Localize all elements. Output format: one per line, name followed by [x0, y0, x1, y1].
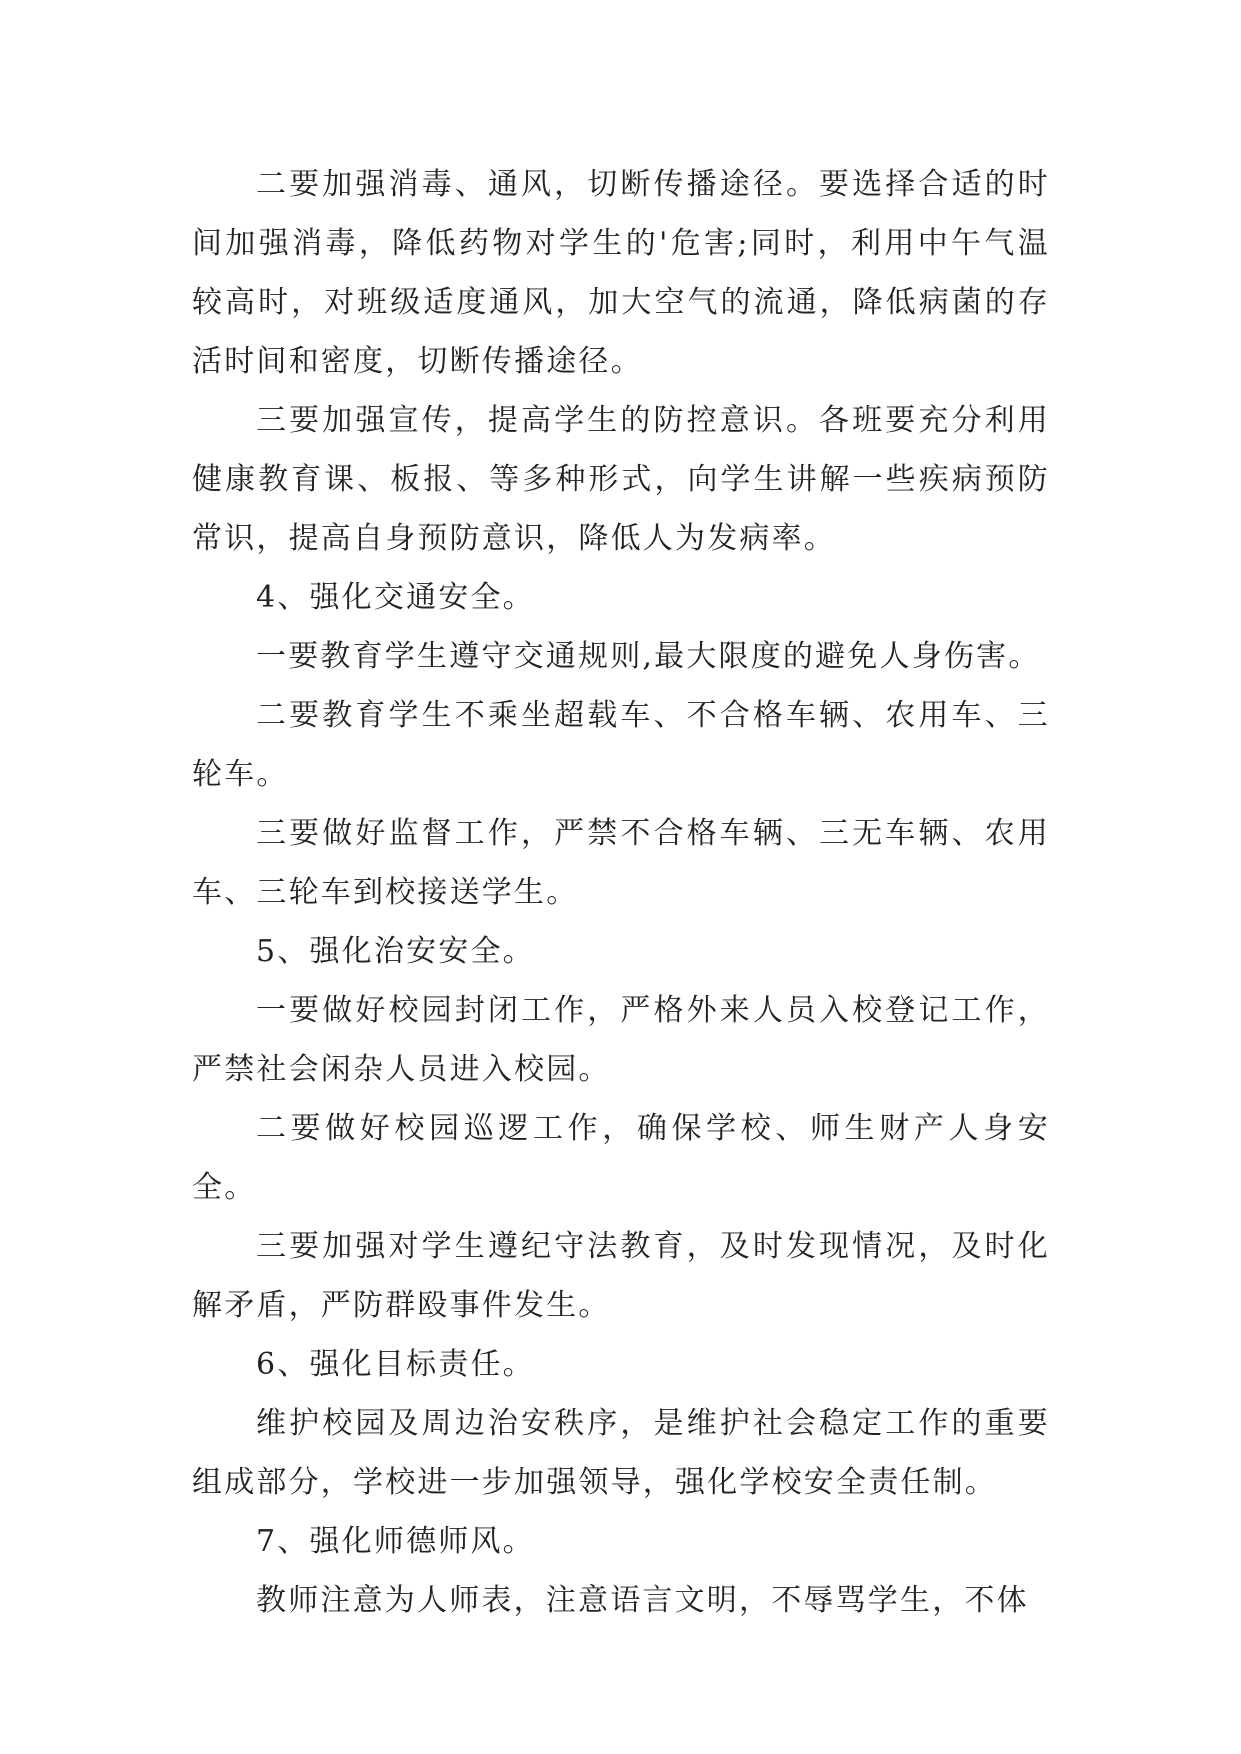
- paragraph-disinfection: 二要加强消毒、通风，切断传播途径。要选择合适的时间加强消毒，降低药物对学生的'危害;同时，利用中午气温较高时，对班级适度通风，加大空气的流通，降低病菌的存活时间和密度，切断传播途径。: [192, 167, 1050, 379]
- paragraph-supervision: 三要做好监督工作，严禁不合格车辆、三无车辆、农用车、三轮车到校接送学生。: [192, 816, 1050, 910]
- heading-teacher-ethics: 7、强化师德师风。: [256, 1524, 535, 1559]
- paragraph-campus-closure: 一要做好校园封闭工作，严格外来人员入校登记工作，严禁社会闲杂人员进入校园。: [192, 993, 1050, 1087]
- paragraph-patrol: 二要做好校园巡逻工作，确保学校、师生财产人身安全。: [192, 1111, 1050, 1205]
- heading-responsibility: 6、强化目标责任。: [256, 1347, 535, 1382]
- paragraph-order: 维护校园及周边治安秩序，是维护社会稳定工作的重要组成部分，学校进一步加强领导，强化学校安全责任制。: [192, 1406, 1050, 1500]
- paragraph-law-education: 三要加强对学生遵纪守法教育，及时发现情况，及时化解矛盾，严防群殴事件发生。: [192, 1229, 1050, 1323]
- document-body: [192, 155, 1050, 1630]
- heading-public-security: 5、强化治安安全。: [256, 934, 535, 969]
- paragraph-vehicles: 二要教育学生不乘坐超载车、不合格车辆、农用车、三轮车。: [192, 698, 1050, 792]
- paragraph-awareness: 三要加强宣传，提高学生的防控意识。各班要充分利用健康教育课、板报、等多种形式，向学生讲解一些疾病预防常识，提高自身预防意识，降低人为发病率。: [192, 403, 1050, 556]
- paragraph-teacher-conduct: 教师注意为人师表，注意语言文明，不辱骂学生，不体: [256, 1583, 1029, 1618]
- paragraph-traffic-rules: 一要教育学生遵守交通规则,最大限度的避免人身伤害。: [256, 639, 1041, 674]
- heading-traffic-safety: 4、强化交通安全。: [256, 580, 535, 615]
